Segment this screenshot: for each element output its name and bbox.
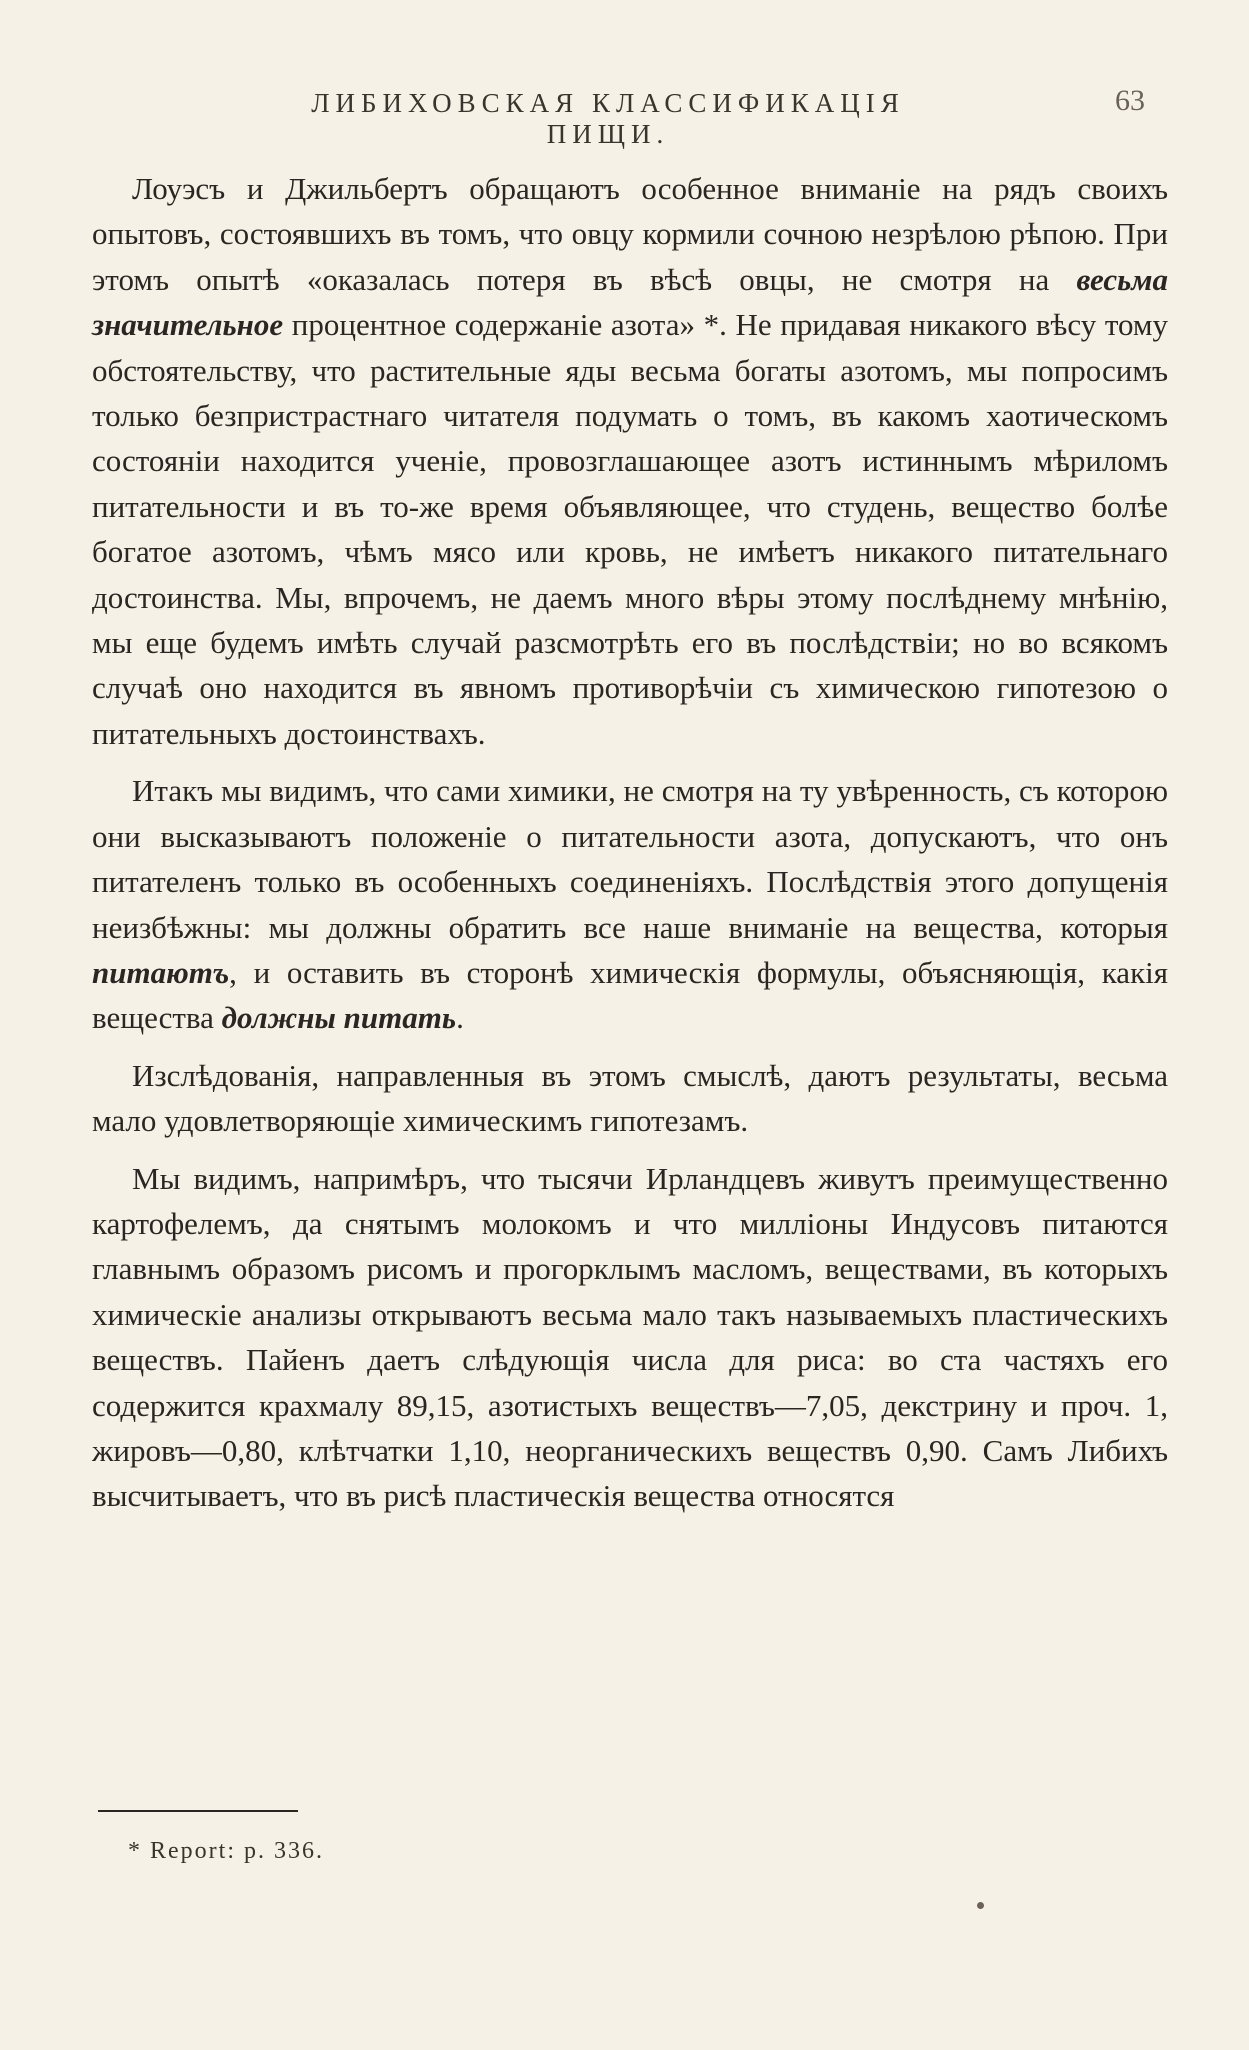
ink-speck [977,1902,984,1909]
body-text [92,166,1168,1531]
emphasis: должны питать [221,1000,457,1036]
page-number: 63 [1115,84,1145,117]
paragraph: Лоуэсъ и Джильбертъ обращаютъ особенное вниманіе на рядъ своихъ опытовъ, состоявшихъ въ томъ, что овцу кормили сочною незрѣлою рѣпою. При этомъ опытѣ «оказалась потеря въ вѣсѣ овцы, не смотря на весьма значительное процентное содержаніе азота» *. Не придавая никакого вѣсу тому обстоятельству, что растительные яды весьма богаты азотомъ, мы попросимъ только безпристрастнаго читателя подумать о томъ, въ какомъ хаотическомъ состояніи находится ученіе, провозглашающее азотъ истиннымъ мѣриломъ питательности и въ то-же время объявляющее, что студень, вещество болѣе богатое азотомъ, чѣмъ мясо или кровь, не имѣетъ никакого питательнаго достоинства. Мы, впрочемъ, не даемъ много вѣры этому послѣднему мнѣнію, мы еще будемъ имѣть случай разсмотрѣть его въ послѣдствіи; но во всякомъ случаѣ оно находится въ явномъ противорѣчіи съ химическою гипотезою о питательныхъ достоинствахъ. [92,171,1168,751]
footnote-rule [98,1810,298,1812]
paragraph: Мы видимъ, напримѣръ, что тысячи Ирландцевъ живутъ преимущественно картофелемъ, да снятымъ молокомъ и что милліоны Индусовъ питаются главнымъ образомъ рисомъ и прогорклымъ масломъ, веществами, въ которыхъ химическіе анализы открываютъ весьма мало такъ называемыхъ пластическихъ веществъ. Пайенъ даетъ слѣдующія числа для риса: во ста частяхъ его содержится крахмалу 89,15, азотистыхъ веществъ—7,05, декстрину и проч. 1, жировъ—0,80, клѣтчатки 1,10, неорганическихъ веществъ 0,90. Самъ Либихъ высчитываетъ, что въ рисѣ пластическія вещества относятся [92,1160,1168,1514]
paragraph: Итакъ мы видимъ, что сами химики, не смотря на ту увѣренность, съ которою они высказываютъ положеніе о питательности азота, допускаютъ, что онъ питателенъ только въ особенныхъ соединеніяхъ. Послѣдствія этого допущенія неизбѣжны: мы должны обратить все наше вниманіе на вещества, которыя питаютъ, и оставить въ сторонѣ химическія формулы, объясняющія, какія вещества должны питать. [92,773,1168,1036]
running-title: ЛИБИХОВСКАЯ КЛАССИФИКАЦІЯ ПИЩИ. [311,88,905,149]
paragraph: Изслѣдованія, направленныя въ этомъ смыслѣ, даютъ результаты, весьма мало удовлетворяющіе химическимъ гипотезамъ. [92,1057,1168,1139]
emphasis: весьма значительное [92,261,1168,343]
footnote: * Report: p. 336. [128,1838,324,1864]
emphasis: питаютъ [92,954,230,990]
